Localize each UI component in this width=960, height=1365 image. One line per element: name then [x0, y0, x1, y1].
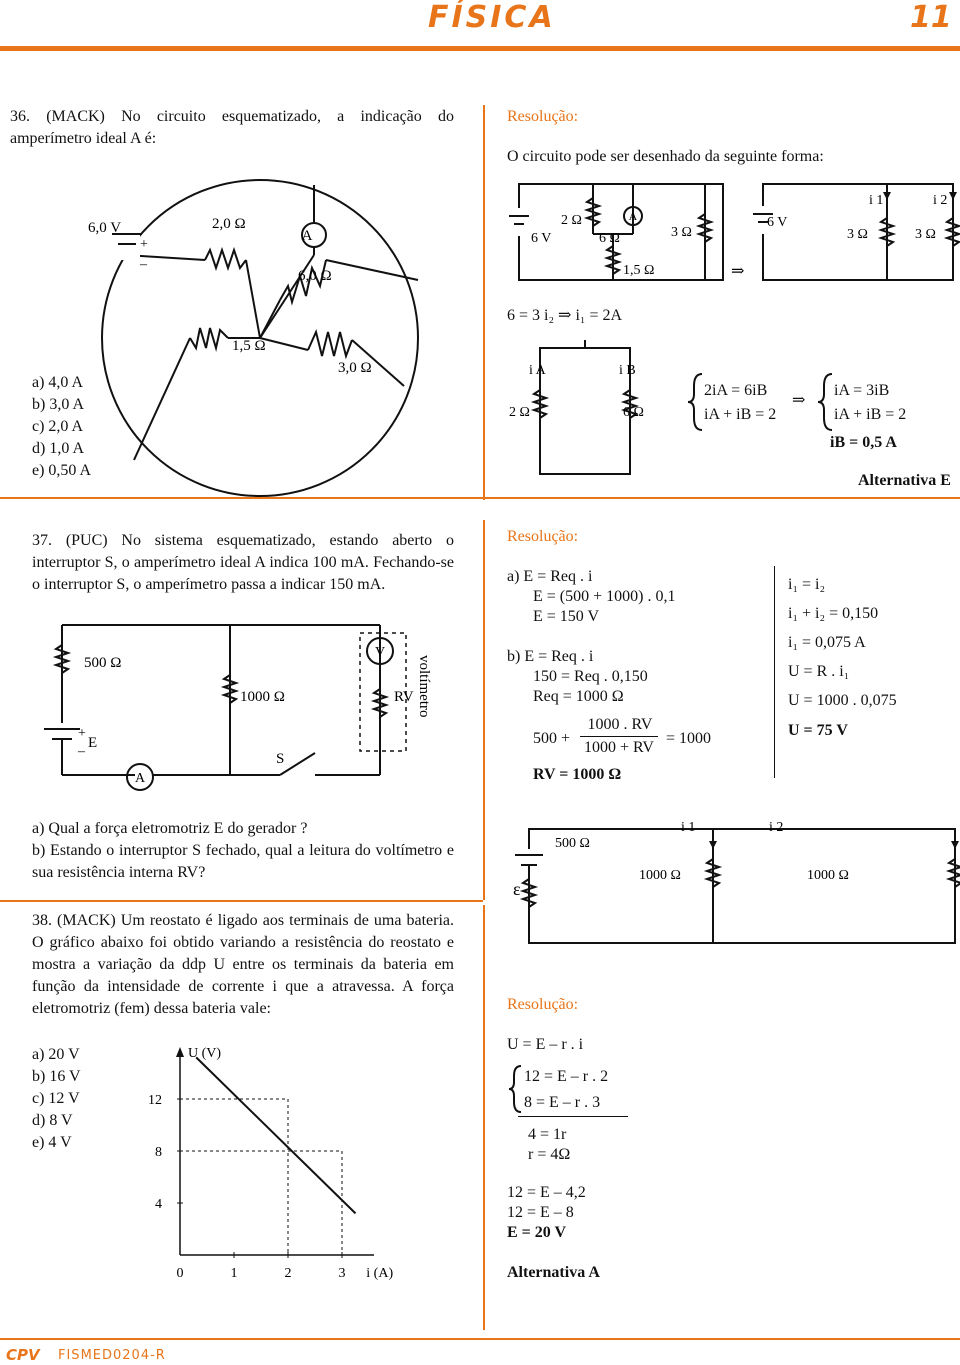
q38-res-2: 8 = E – r . 3	[524, 1094, 601, 1111]
option-d: d) 8 V	[32, 1112, 73, 1129]
q38-res-0: U = E – r . i	[507, 1036, 584, 1053]
q37-qb: b) Estando o interruptor S fechado, qual a leitura do voltímetro e sua resistência interna RV?	[32, 842, 454, 881]
q38-res-1: 12 = E – r . 2	[524, 1068, 609, 1085]
header-rule	[0, 46, 960, 51]
q38-res-6: 12 = E – 8	[507, 1204, 574, 1221]
system2b: iA + iB = 2	[834, 406, 907, 423]
f2-r15: 1,5 Ω	[623, 263, 655, 278]
column-divider	[483, 520, 485, 900]
switch-s: S	[276, 751, 285, 767]
x-tick-label: 1	[230, 1266, 238, 1281]
option-b: b) 3,0 A	[32, 396, 84, 413]
f2-r2: 2 Ω	[561, 213, 582, 228]
epsilon: ε	[513, 879, 521, 899]
r2b-label: 2 Ω	[509, 405, 530, 420]
q37-res-l3: b) E = Req . i	[507, 648, 594, 665]
option-b: b) 16 V	[32, 1068, 81, 1085]
q36-parallel-circuit	[505, 340, 655, 490]
r4-label: 3,0 Ω	[338, 360, 372, 376]
q37-res-l2: E = 150 V	[533, 608, 600, 625]
option-c: c) 2,0 A	[32, 418, 84, 435]
q36-res-intro: O circuito pode ser desenhado da seguinte forma:	[507, 148, 824, 165]
q37-res-l5: Req = 1000 Ω	[533, 688, 624, 705]
q37-res-r4: U = 1000 . 0,075	[788, 692, 897, 709]
q36-options	[32, 372, 91, 482]
q37-resolution-title: Resolução:	[507, 528, 579, 545]
q38-res-7: E = 20 V	[507, 1224, 567, 1241]
plus-sign: +	[78, 726, 86, 741]
q37-question: 37. (PUC) No sistema esquematizado, estando aberto o interruptor S, o amperímetro ideal A indica 100 mA. Fechando-se o interruptor S, o amperímetro passa a indicar 150 mA.	[32, 532, 454, 593]
x-tick-label: 3	[338, 1266, 346, 1281]
footer-logo: CPV	[6, 1346, 40, 1364]
r1-label: 2,0 Ω	[212, 216, 246, 232]
q37-qa: a) Qual a força eletromotriz E do gerador ?	[32, 820, 308, 837]
q36-circuit-figure	[60, 160, 480, 500]
q37-res-r2: i₁ = 0,075 A	[788, 634, 866, 651]
f2-r3b: 3 Ω	[915, 227, 936, 242]
voltmeter-v: V	[374, 645, 386, 660]
q36-redrawn-circuits	[505, 178, 960, 288]
option-c: c) 12 V	[32, 1090, 80, 1107]
option-a: a) 20 V	[32, 1046, 80, 1063]
option-e: e) 4 V	[32, 1134, 72, 1151]
r1000a: 1000 Ω	[639, 868, 681, 883]
q38-res-4: r = 4Ω	[528, 1146, 571, 1163]
iB-label: i B	[619, 363, 636, 378]
q37-res-r1: i₁ + i₂ = 0,150	[788, 605, 879, 622]
q36-result: iB = 0,5 A	[830, 434, 897, 451]
implies-arrow: ⇒	[792, 392, 806, 409]
f2-i1: i 1	[869, 193, 884, 208]
res-column-line	[774, 566, 775, 778]
q36-resolution-title: Resolução:	[507, 108, 579, 125]
y-tick-label: 8	[155, 1145, 162, 1160]
x-axis-label: i (A)	[366, 1266, 394, 1281]
y-axis-arrow	[176, 1047, 184, 1057]
column-divider	[483, 105, 485, 500]
subject-title: FÍSICA	[428, 0, 556, 35]
frac-pre: 500 +	[533, 730, 571, 747]
q37-res-r3: U = R . i₁	[788, 663, 850, 680]
x-tick-label: 2	[284, 1266, 292, 1281]
q37-res-l0: a) E = Req . i	[507, 568, 593, 585]
q36-answer: Alternativa E	[858, 472, 951, 489]
page-number: 11	[910, 0, 952, 35]
y-tick-label: 12	[148, 1093, 162, 1108]
i2-b: i 2	[769, 820, 784, 835]
q37-res-l1: E = (500 + 1000) . 0,1	[533, 588, 676, 605]
emf-label: 6,0 V	[88, 220, 122, 236]
system1b: iA + iB = 2	[704, 406, 777, 423]
f2-r3: 3 Ω	[671, 225, 692, 240]
sum-line	[518, 1116, 628, 1117]
plus-sign: +	[140, 237, 148, 252]
q37-redrawn-circuit	[505, 805, 960, 955]
iA-label: i A	[529, 363, 546, 378]
rv-label: RV	[394, 689, 414, 705]
f2-v6: 6 V	[531, 231, 552, 246]
q36-question: 36. (MACK) No circuito esquematizado, a indicação do amperímetro ideal A é:	[10, 108, 454, 147]
f2-i2: i 2	[933, 193, 948, 208]
x-tick-label: 0	[176, 1266, 184, 1281]
q36-eq-line: 6 = 3 i₂ ⇒ i₁ = 2A	[507, 307, 623, 324]
frac-post: = 1000	[666, 730, 712, 747]
q38-resolution-title: Resolução:	[507, 996, 579, 1013]
f2-v6b: 6 V	[767, 215, 788, 230]
brace	[509, 1064, 525, 1114]
q38-options	[32, 1044, 81, 1154]
q38-question: 38. (MACK) Um reostato é ligado aos terminais de uma bateria. O gráfico abaixo foi obtido variando a resistência do reostato e mostra a variação da ddp U entre os terminais da bateria em função da intensidade de corrente i que a atravessa. A força eletromotriz (fem) dessa bateria vale:	[32, 912, 454, 1017]
f2-r6: 6 Ω	[599, 231, 620, 246]
frac-num: 1000 . RV	[587, 716, 653, 733]
i1-b: i 1	[681, 820, 696, 835]
y-tick-label: 4	[155, 1197, 162, 1212]
y-axis-label: U (V)	[188, 1046, 222, 1061]
option-e: e) 0,50 A	[32, 462, 92, 479]
option-d: d) 1,0 A	[32, 440, 84, 457]
system1a: 2iA = 6iB	[704, 382, 768, 399]
q37-res-l4: 150 = Req . 0,150	[533, 668, 648, 685]
q38-answer: Alternativa A	[507, 1264, 600, 1281]
q37-res-r0: i₁ = i₂	[788, 576, 826, 593]
r2-label: 6,0 Ω	[298, 268, 332, 284]
q37-res-r5: U = 75 V	[788, 722, 848, 739]
q37-rv-result: RV = 1000 Ω	[533, 766, 622, 783]
option-a: a) 4,0 A	[32, 374, 84, 391]
footer-rule	[0, 1338, 960, 1340]
f2-arrow: ⇒	[731, 263, 745, 280]
r500-b: 500 Ω	[555, 836, 590, 851]
column-divider	[483, 905, 485, 1330]
minus-sign: –	[78, 744, 85, 759]
footer-code: FISMED0204-R	[58, 1348, 166, 1363]
r3-label: 1,5 Ω	[232, 338, 266, 354]
q38-ui-chart	[140, 1025, 460, 1295]
e-label: E	[88, 735, 98, 751]
r6b-label: 6 Ω	[623, 405, 644, 420]
ammeter-label: A	[301, 228, 313, 244]
q38-res-3: 4 = 1r	[528, 1126, 567, 1143]
f2-r3a: 3 Ω	[847, 227, 868, 242]
voltimetro-label: voltímetro	[416, 655, 432, 718]
f2-ammeter: A	[628, 209, 638, 223]
section-divider	[0, 900, 483, 902]
ammeter-a: A	[134, 771, 146, 786]
series-line	[196, 1057, 355, 1213]
system2a: iA = 3iB	[834, 382, 890, 399]
r1000b: 1000 Ω	[807, 868, 849, 883]
frac-den: 1000 + RV	[584, 739, 654, 756]
r500-label: 500 Ω	[84, 655, 122, 671]
q37-circuit-figure	[40, 615, 480, 795]
r1000-label: 1000 Ω	[240, 689, 285, 705]
minus-sign: –	[140, 257, 147, 272]
q38-res-5: 12 = E – 4,2	[507, 1184, 586, 1201]
